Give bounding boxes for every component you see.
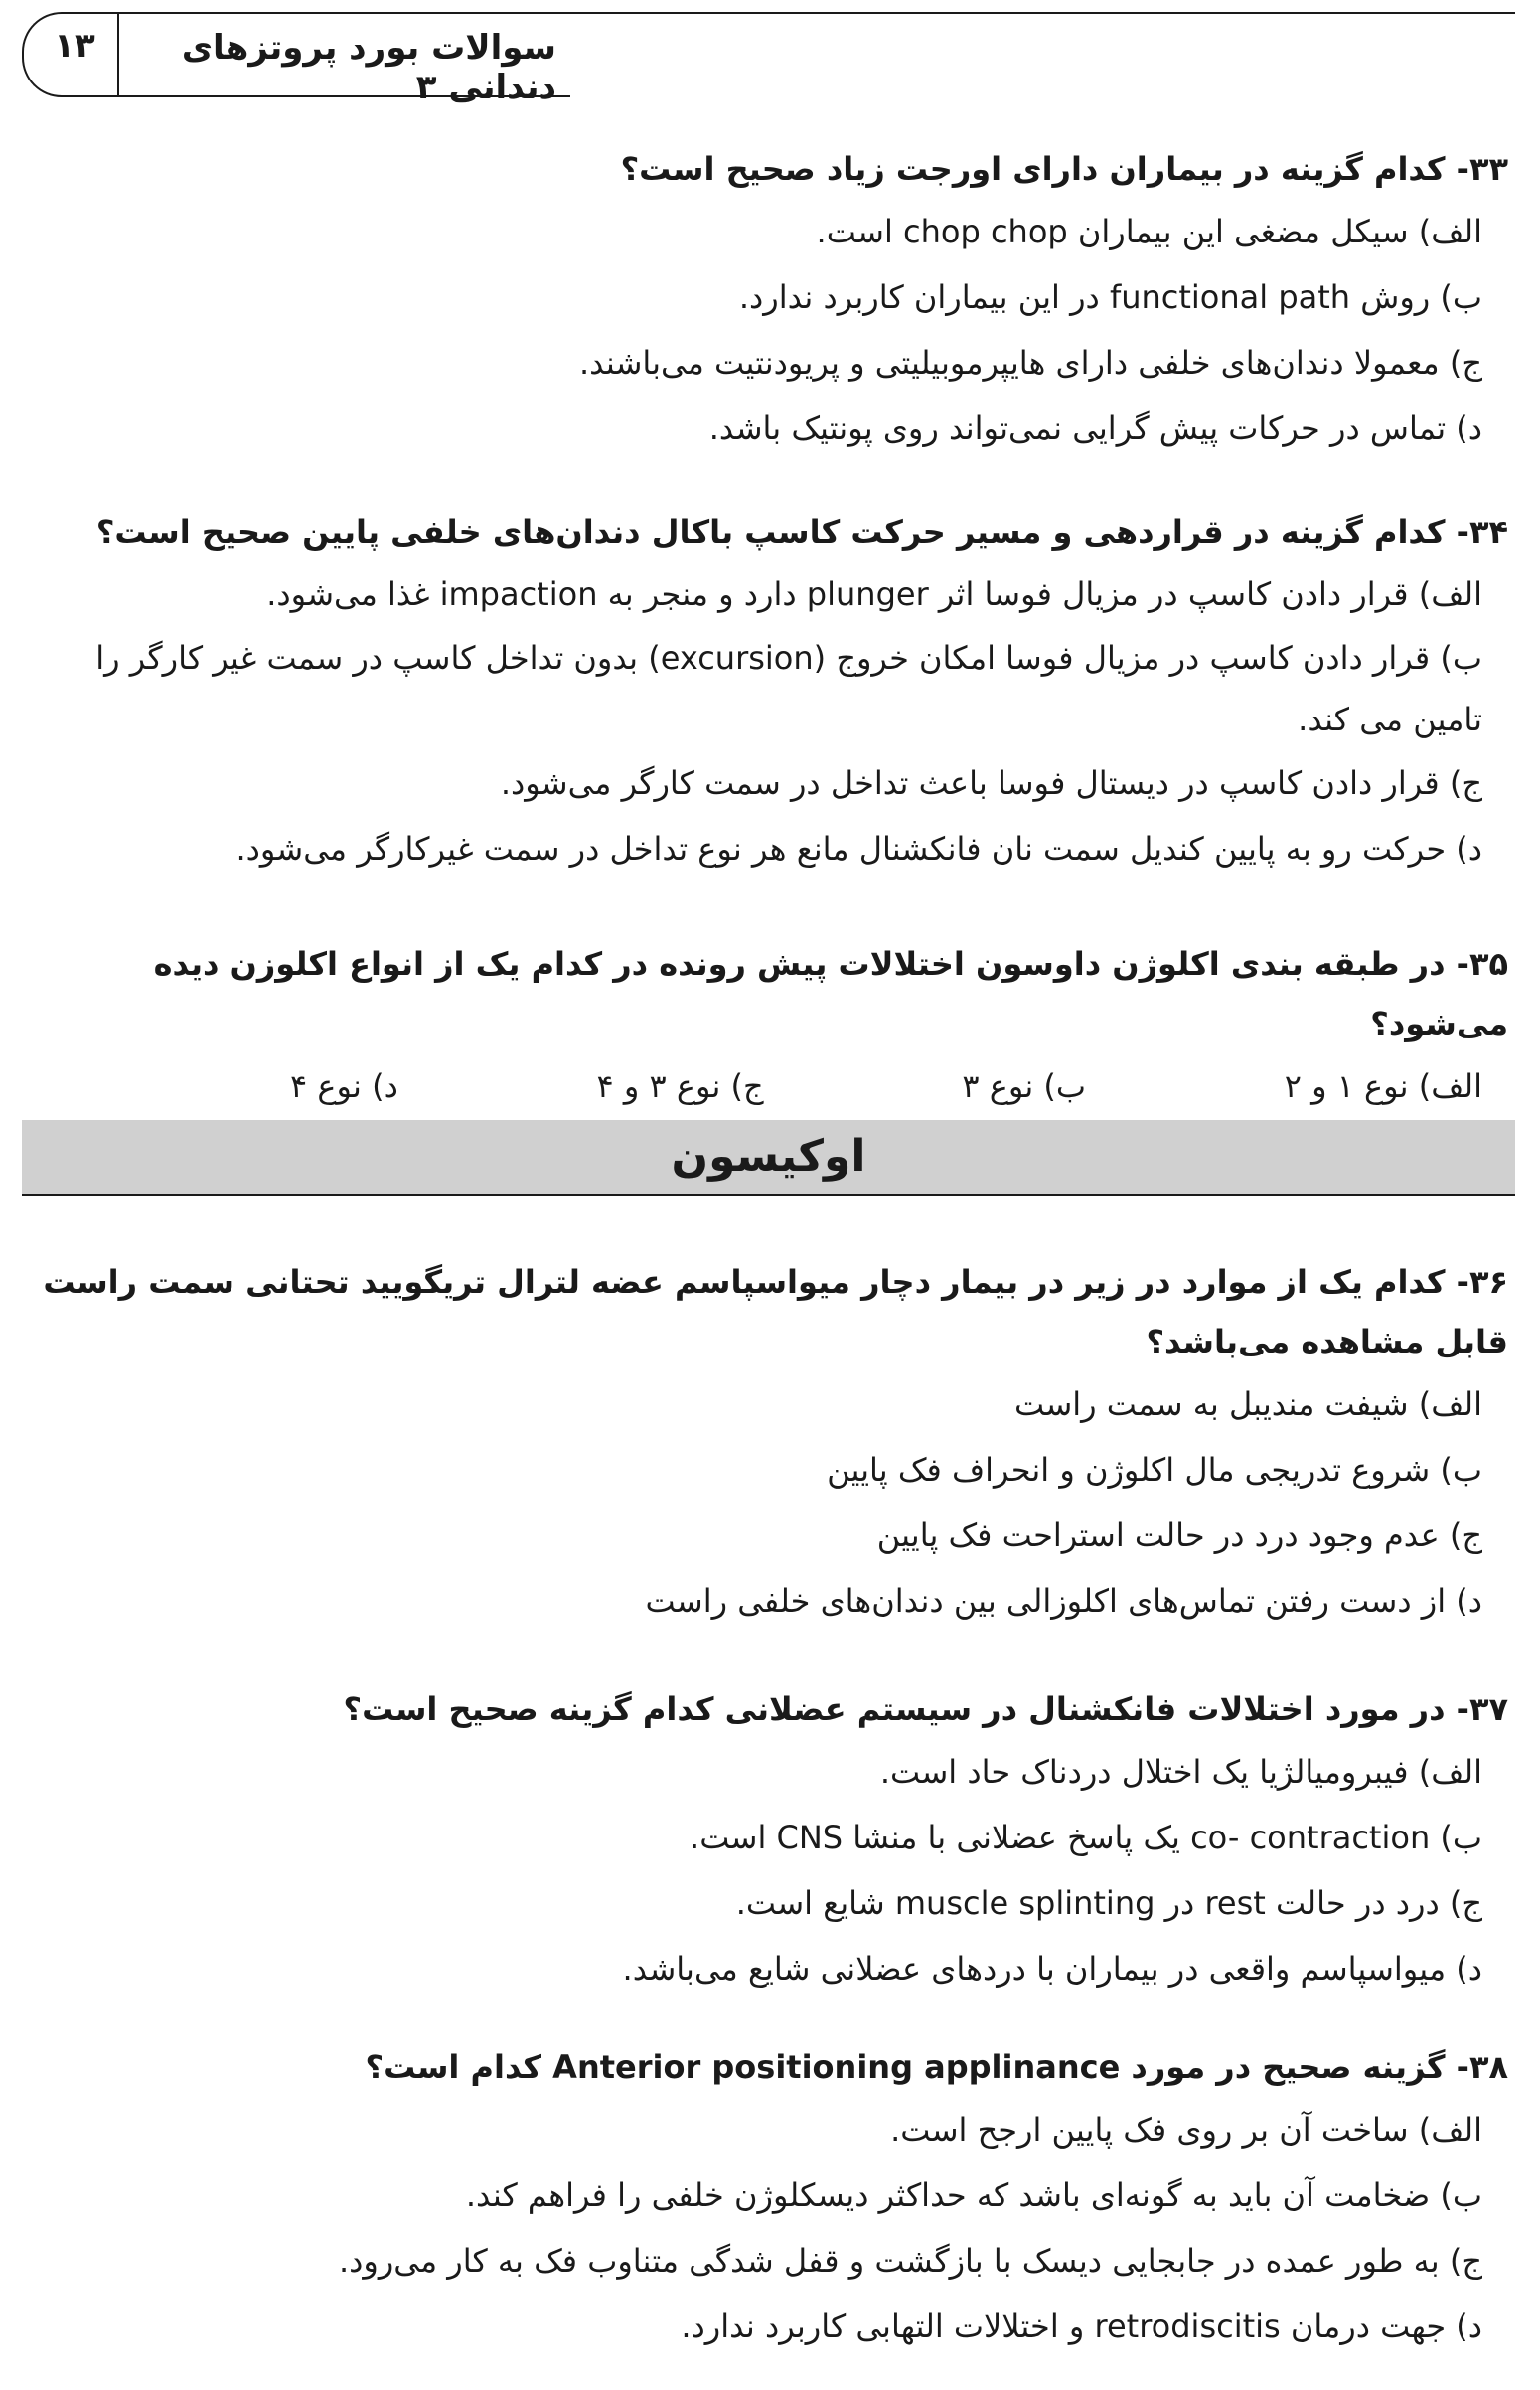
running-title: سوالات بورد پروتزهای دندانی ۳ <box>181 28 556 107</box>
option-d: د) تماس در حرکات پیش گرایی نمی‌تواند روی پونتیک باشد. <box>708 409 1482 447</box>
section-heading: اوکیسون <box>22 1120 1515 1196</box>
question-title <box>18 2037 1508 2097</box>
option-a: الف) ساخت آن بر روی فک پایین ارجح است. <box>890 2111 1482 2149</box>
question-number: ۳۵- <box>1456 945 1508 983</box>
question-text: در مورد اختلالات فانکشنال در سیستم عضلانی کدام گزینه صحیح است؟ <box>343 1690 1446 1728</box>
question-text: در طبقه بندی اکلوژن داوسون اختلالات پیش رونده در کدام یک از انواع اکلوزن دیده می‌شود؟ <box>153 945 1508 1042</box>
question-36 <box>18 1252 1508 1634</box>
option-b: ب) co- contraction یک پاسخ عضلانی با منشا CNS است. <box>690 1819 1482 1856</box>
option-b: ب) ضخامت آن باید به گونه‌ای باشد که حداکثر دیسکلوژن خلفی را فراهم کند. <box>465 2176 1482 2214</box>
question-title <box>18 1679 1508 1739</box>
option-b: ب) روش functional path در این بیماران کاربرد ندارد. <box>738 278 1482 316</box>
option-c: ج) قرار دادن کاسپ در دیستال فوسا باعث تداخل در سمت کارگر می‌شود. <box>500 764 1482 802</box>
question-number: ۳۴- <box>1456 513 1508 551</box>
header-divider <box>117 12 119 95</box>
option-a: الف) نوع ۱ و ۲ <box>1284 1067 1482 1105</box>
option-b: ب) شروع تدریجی مال اکلوژن و انحراف فک پایین <box>827 1451 1482 1489</box>
question-text: کدام گزینه در بیماران دارای اورجت زیاد صحیح است؟ <box>620 150 1446 188</box>
option-c: ج) نوع ۳ و ۴ <box>596 1067 764 1105</box>
question-title <box>18 1252 1508 1371</box>
question-text: کدام یک از موارد در زیر در بیمار دچار میواسپاسم عضه لترال تریگویید تحتانی سمت راست قابل مشاهده می‌باشد؟ <box>43 1263 1508 1360</box>
options-row <box>290 1053 1508 1119</box>
question-35 <box>18 934 1508 1119</box>
option-a: الف) شیفت مندیبل به سمت راست <box>1014 1385 1482 1423</box>
question-34 <box>18 502 1508 881</box>
question-text: کدام گزینه در قراردهی و مسیر حرکت کاسپ باکال دندان‌های خلفی پایین صحیح است؟ <box>95 513 1446 551</box>
option-c: ج) به طور عمده در جابجایی دیسک با بازگشت و قفل شدگی متناوب فک به کار می‌رود. <box>338 2242 1482 2280</box>
question-33 <box>18 139 1508 461</box>
question-number: ۳۶- <box>1456 1263 1508 1301</box>
question-38 <box>18 2037 1508 2359</box>
option-d: د) میواسپاسم واقعی در بیماران با دردهای عضلانی شایع می‌باشد. <box>622 1950 1482 1988</box>
option-c: ج) معمولا دندان‌های خلفی دارای هایپرموبیلیتی و پریودنتیت می‌باشند. <box>578 344 1482 382</box>
option-b: ب) قرار دادن کاسپ در مزیال فوسا امکان خروج (excursion) بدون تداخل کاسپ در سمت غیر کارگر را تامین می کند. <box>95 639 1482 738</box>
question-title <box>18 139 1508 199</box>
question-title <box>18 934 1508 1053</box>
option-d: د) حرکت رو به پایین کندیل سمت نان فانکشنال مانع هر نوع تداخل در سمت غیرکارگر می‌شود. <box>235 830 1482 868</box>
question-text: گزینه صحیح در مورد Anterior positioning applinance کدام است؟ <box>365 2048 1446 2086</box>
question-number: ۳۳- <box>1456 150 1508 188</box>
option-a: الف) فیبرومیالژیا یک اختلال دردناک حاد است. <box>879 1753 1482 1791</box>
option-b: ب) نوع ۳ <box>962 1067 1087 1105</box>
header-rule <box>566 12 1515 14</box>
option-a: الف) قرار دادن کاسپ در مزیال فوسا اثر plunger دارد و منجر به impaction غذا می‌شود. <box>266 575 1482 613</box>
option-c: ج) درد در حالت rest در muscle splinting شایع است. <box>735 1884 1482 1922</box>
question-37 <box>18 1679 1508 2001</box>
option-d: د) جهت درمان retrodiscitis و اختلالات التهابی کاربرد ندارد. <box>681 2308 1482 2345</box>
option-a: الف) سیکل مضغی این بیماران chop chop است. <box>816 213 1482 250</box>
question-number: ۳۷- <box>1456 1690 1508 1728</box>
question-title <box>18 502 1508 561</box>
question-number: ۳۸- <box>1456 2048 1508 2086</box>
option-d: د) از دست رفتن تماس‌های اکلوزالی بین دندان‌های خلفی راست <box>645 1582 1482 1620</box>
page-number: ۱۳ <box>54 26 95 66</box>
option-c: ج) عدم وجود درد در حالت استراحت فک پایین <box>876 1516 1482 1554</box>
option-d: د) نوع ۴ <box>290 1067 398 1105</box>
